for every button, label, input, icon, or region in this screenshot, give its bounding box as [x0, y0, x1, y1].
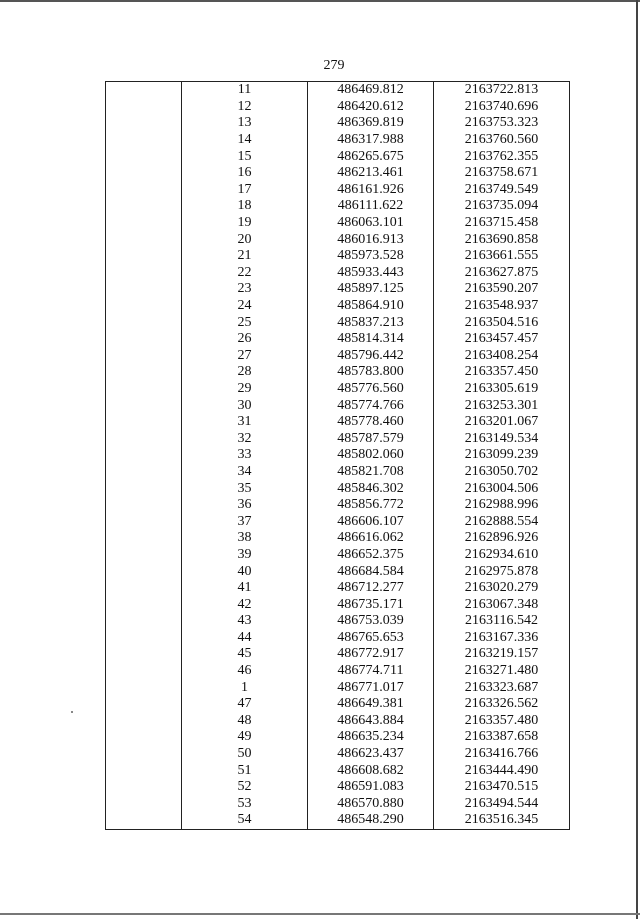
point-number-cell: 11	[182, 82, 308, 99]
table-row	[106, 547, 570, 564]
point-number-cell: 41	[182, 580, 308, 597]
table-row	[106, 447, 570, 464]
blank-cell	[106, 580, 182, 597]
blank-cell	[106, 397, 182, 414]
table-row	[106, 397, 570, 414]
blank-cell	[106, 348, 182, 365]
table-row	[106, 464, 570, 481]
point-number-cell: 45	[182, 646, 308, 663]
point-number-cell: 16	[182, 165, 308, 182]
x-coordinate-cell: 485897.125	[308, 281, 434, 298]
y-coordinate-cell: 2163758.671	[434, 165, 570, 182]
blank-cell	[106, 182, 182, 199]
x-coordinate-cell: 485837.213	[308, 314, 434, 331]
y-coordinate-cell: 2163494.544	[434, 796, 570, 813]
blank-cell	[106, 265, 182, 282]
table-row	[106, 630, 570, 647]
y-coordinate-cell: 2162975.878	[434, 563, 570, 580]
table-row	[106, 762, 570, 779]
point-number-cell: 25	[182, 314, 308, 331]
blank-cell	[106, 364, 182, 381]
point-number-cell: 50	[182, 746, 308, 763]
table-row	[106, 215, 570, 232]
blank-cell	[106, 298, 182, 315]
table-row	[106, 663, 570, 680]
point-number-cell: 39	[182, 547, 308, 564]
point-number-cell: 40	[182, 563, 308, 580]
y-coordinate-cell: 2162988.996	[434, 497, 570, 514]
table-row	[106, 729, 570, 746]
y-coordinate-cell: 2163271.480	[434, 663, 570, 680]
blank-cell	[106, 613, 182, 630]
table-row	[106, 348, 570, 365]
x-coordinate-cell: 485814.314	[308, 331, 434, 348]
blank-cell	[106, 480, 182, 497]
table-row	[106, 314, 570, 331]
y-coordinate-cell: 2163323.687	[434, 679, 570, 696]
scan-edge-top	[0, 0, 640, 2]
blank-cell	[106, 630, 182, 647]
blank-cell	[106, 563, 182, 580]
table-row	[106, 381, 570, 398]
table-row	[106, 248, 570, 265]
table-row	[106, 713, 570, 730]
blank-cell	[106, 663, 182, 680]
y-coordinate-cell: 2163504.516	[434, 314, 570, 331]
blank-cell	[106, 82, 182, 99]
x-coordinate-cell: 485856.772	[308, 497, 434, 514]
x-coordinate-cell: 486735.171	[308, 596, 434, 613]
coordinates-table	[105, 81, 570, 830]
blank-cell	[106, 464, 182, 481]
y-coordinate-cell: 2163050.702	[434, 464, 570, 481]
scan-speck	[71, 711, 73, 713]
table-row	[106, 796, 570, 813]
blank-cell	[106, 547, 182, 564]
table-row	[106, 231, 570, 248]
point-number-cell: 42	[182, 596, 308, 613]
y-coordinate-cell: 2163457.457	[434, 331, 570, 348]
blank-cell	[106, 99, 182, 116]
x-coordinate-cell: 486161.926	[308, 182, 434, 199]
table-row	[106, 580, 570, 597]
point-number-cell: 21	[182, 248, 308, 265]
x-coordinate-cell: 486652.375	[308, 547, 434, 564]
x-coordinate-cell: 486016.913	[308, 231, 434, 248]
table-row	[106, 563, 570, 580]
blank-cell	[106, 148, 182, 165]
y-coordinate-cell: 2163020.279	[434, 580, 570, 597]
x-coordinate-cell: 486265.675	[308, 148, 434, 165]
table-row	[106, 414, 570, 431]
blank-cell	[106, 713, 182, 730]
point-number-cell: 44	[182, 630, 308, 647]
table-row	[106, 265, 570, 282]
y-coordinate-cell: 2163715.458	[434, 215, 570, 232]
y-coordinate-cell: 2163167.336	[434, 630, 570, 647]
y-coordinate-cell: 2163627.875	[434, 265, 570, 282]
x-coordinate-cell: 485821.708	[308, 464, 434, 481]
point-number-cell: 51	[182, 762, 308, 779]
blank-cell	[106, 381, 182, 398]
x-coordinate-cell: 485864.910	[308, 298, 434, 315]
blank-cell	[106, 198, 182, 215]
x-coordinate-cell: 486623.437	[308, 746, 434, 763]
point-number-cell: 52	[182, 779, 308, 796]
y-coordinate-cell: 2163201.067	[434, 414, 570, 431]
x-coordinate-cell: 486771.017	[308, 679, 434, 696]
y-coordinate-cell: 2163760.560	[434, 132, 570, 149]
point-number-cell: 14	[182, 132, 308, 149]
page-number: 279	[323, 58, 345, 73]
x-coordinate-cell: 486369.819	[308, 115, 434, 132]
x-coordinate-cell: 486649.381	[308, 696, 434, 713]
blank-cell	[106, 779, 182, 796]
blank-cell	[106, 796, 182, 813]
table-row	[106, 165, 570, 182]
point-number-cell: 19	[182, 215, 308, 232]
y-coordinate-cell: 2163387.658	[434, 729, 570, 746]
y-coordinate-cell: 2163735.094	[434, 198, 570, 215]
point-number-cell: 43	[182, 613, 308, 630]
x-coordinate-cell: 485973.528	[308, 248, 434, 265]
y-coordinate-cell: 2163444.490	[434, 762, 570, 779]
point-number-cell: 38	[182, 530, 308, 547]
blank-cell	[106, 248, 182, 265]
point-number-cell: 48	[182, 713, 308, 730]
x-coordinate-cell: 486608.682	[308, 762, 434, 779]
table-row	[106, 679, 570, 696]
blank-cell	[106, 215, 182, 232]
blank-cell	[106, 530, 182, 547]
x-coordinate-cell: 485783.800	[308, 364, 434, 381]
x-coordinate-cell: 485846.302	[308, 480, 434, 497]
point-number-cell: 47	[182, 696, 308, 713]
table-row	[106, 513, 570, 530]
y-coordinate-cell: 2163116.542	[434, 613, 570, 630]
scan-edge-right	[636, 0, 638, 919]
point-number-cell: 28	[182, 364, 308, 381]
point-number-cell: 37	[182, 513, 308, 530]
point-number-cell: 23	[182, 281, 308, 298]
blank-cell	[106, 331, 182, 348]
blank-cell	[106, 729, 182, 746]
x-coordinate-cell: 485933.443	[308, 265, 434, 282]
point-number-cell: 32	[182, 430, 308, 447]
point-number-cell: 12	[182, 99, 308, 116]
y-coordinate-cell: 2162896.926	[434, 530, 570, 547]
blank-cell	[106, 497, 182, 514]
y-coordinate-cell: 2163305.619	[434, 381, 570, 398]
x-coordinate-cell: 486765.653	[308, 630, 434, 647]
x-coordinate-cell: 486317.988	[308, 132, 434, 149]
blank-cell	[106, 513, 182, 530]
y-coordinate-cell: 2163740.696	[434, 99, 570, 116]
table-row	[106, 115, 570, 132]
point-number-cell: 17	[182, 182, 308, 199]
point-number-cell: 53	[182, 796, 308, 813]
y-coordinate-cell: 2163516.345	[434, 812, 570, 829]
y-coordinate-cell: 2163357.450	[434, 364, 570, 381]
blank-cell	[106, 314, 182, 331]
x-coordinate-cell: 486570.880	[308, 796, 434, 813]
point-number-cell: 22	[182, 265, 308, 282]
point-number-cell: 33	[182, 447, 308, 464]
x-coordinate-cell: 486616.062	[308, 530, 434, 547]
x-coordinate-cell: 486063.101	[308, 215, 434, 232]
table-row	[106, 331, 570, 348]
x-coordinate-cell: 486643.884	[308, 713, 434, 730]
blank-cell	[106, 231, 182, 248]
point-number-cell: 35	[182, 480, 308, 497]
blank-cell	[106, 746, 182, 763]
point-number-cell: 31	[182, 414, 308, 431]
blank-cell	[106, 414, 182, 431]
blank-cell	[106, 165, 182, 182]
x-coordinate-cell: 486420.612	[308, 99, 434, 116]
table-row	[106, 132, 570, 149]
point-number-cell: 13	[182, 115, 308, 132]
blank-cell	[106, 115, 182, 132]
point-number-cell: 20	[182, 231, 308, 248]
table-row	[106, 430, 570, 447]
y-coordinate-cell: 2163099.239	[434, 447, 570, 464]
y-coordinate-cell: 2163690.858	[434, 231, 570, 248]
x-coordinate-cell: 485776.560	[308, 381, 434, 398]
point-number-cell: 29	[182, 381, 308, 398]
blank-cell	[106, 132, 182, 149]
y-coordinate-cell: 2163753.323	[434, 115, 570, 132]
table-row	[106, 298, 570, 315]
y-coordinate-cell: 2163067.348	[434, 596, 570, 613]
table-row	[106, 364, 570, 381]
y-coordinate-cell: 2163219.157	[434, 646, 570, 663]
table-row	[106, 646, 570, 663]
blank-cell	[106, 812, 182, 829]
table-row	[106, 613, 570, 630]
y-coordinate-cell: 2163661.555	[434, 248, 570, 265]
x-coordinate-cell: 486548.290	[308, 812, 434, 829]
y-coordinate-cell: 2163722.813	[434, 82, 570, 99]
x-coordinate-cell: 485778.460	[308, 414, 434, 431]
x-coordinate-cell: 486774.711	[308, 663, 434, 680]
blank-cell	[106, 281, 182, 298]
scan-edge-bottom	[0, 913, 640, 915]
point-number-cell: 36	[182, 497, 308, 514]
x-coordinate-cell: 486684.584	[308, 563, 434, 580]
table-row	[106, 281, 570, 298]
x-coordinate-cell: 486111.622	[308, 198, 434, 215]
y-coordinate-cell: 2163149.534	[434, 430, 570, 447]
y-coordinate-cell: 2163548.937	[434, 298, 570, 315]
x-coordinate-cell: 486469.812	[308, 82, 434, 99]
x-coordinate-cell: 485802.060	[308, 447, 434, 464]
x-coordinate-cell: 485774.766	[308, 397, 434, 414]
point-number-cell: 46	[182, 663, 308, 680]
x-coordinate-cell: 486606.107	[308, 513, 434, 530]
table-row	[106, 480, 570, 497]
table-row	[106, 596, 570, 613]
point-number-cell: 54	[182, 812, 308, 829]
table-row	[106, 497, 570, 514]
x-coordinate-cell: 486635.234	[308, 729, 434, 746]
point-number-cell: 34	[182, 464, 308, 481]
table-row	[106, 530, 570, 547]
table-row	[106, 148, 570, 165]
x-coordinate-cell: 485796.442	[308, 348, 434, 365]
coordinates-table-body	[106, 82, 570, 830]
x-coordinate-cell: 486772.917	[308, 646, 434, 663]
point-number-cell: 49	[182, 729, 308, 746]
point-number-cell: 26	[182, 331, 308, 348]
table-row	[106, 696, 570, 713]
y-coordinate-cell: 2163416.766	[434, 746, 570, 763]
table-row	[106, 99, 570, 116]
y-coordinate-cell: 2162888.554	[434, 513, 570, 530]
blank-cell	[106, 447, 182, 464]
y-coordinate-cell: 2163590.207	[434, 281, 570, 298]
blank-cell	[106, 679, 182, 696]
blank-cell	[106, 762, 182, 779]
x-coordinate-cell: 486591.083	[308, 779, 434, 796]
table-row	[106, 812, 570, 829]
y-coordinate-cell: 2163326.562	[434, 696, 570, 713]
y-coordinate-cell: 2162934.610	[434, 547, 570, 564]
y-coordinate-cell: 2163470.515	[434, 779, 570, 796]
point-number-cell: 15	[182, 148, 308, 165]
point-number-cell: 30	[182, 397, 308, 414]
point-number-cell: 18	[182, 198, 308, 215]
blank-cell	[106, 596, 182, 613]
table-row	[106, 779, 570, 796]
table-row	[106, 82, 570, 99]
x-coordinate-cell: 486712.277	[308, 580, 434, 597]
x-coordinate-cell: 485787.579	[308, 430, 434, 447]
y-coordinate-cell: 2163762.355	[434, 148, 570, 165]
table-row	[106, 182, 570, 199]
table-row	[106, 746, 570, 763]
y-coordinate-cell: 2163253.301	[434, 397, 570, 414]
table-row	[106, 198, 570, 215]
point-number-cell: 27	[182, 348, 308, 365]
blank-cell	[106, 696, 182, 713]
point-number-cell: 1	[182, 679, 308, 696]
y-coordinate-cell: 2163004.506	[434, 480, 570, 497]
blank-cell	[106, 646, 182, 663]
y-coordinate-cell: 2163357.480	[434, 713, 570, 730]
x-coordinate-cell: 486753.039	[308, 613, 434, 630]
y-coordinate-cell: 2163749.549	[434, 182, 570, 199]
blank-cell	[106, 430, 182, 447]
point-number-cell: 24	[182, 298, 308, 315]
y-coordinate-cell: 2163408.254	[434, 348, 570, 365]
x-coordinate-cell: 486213.461	[308, 165, 434, 182]
